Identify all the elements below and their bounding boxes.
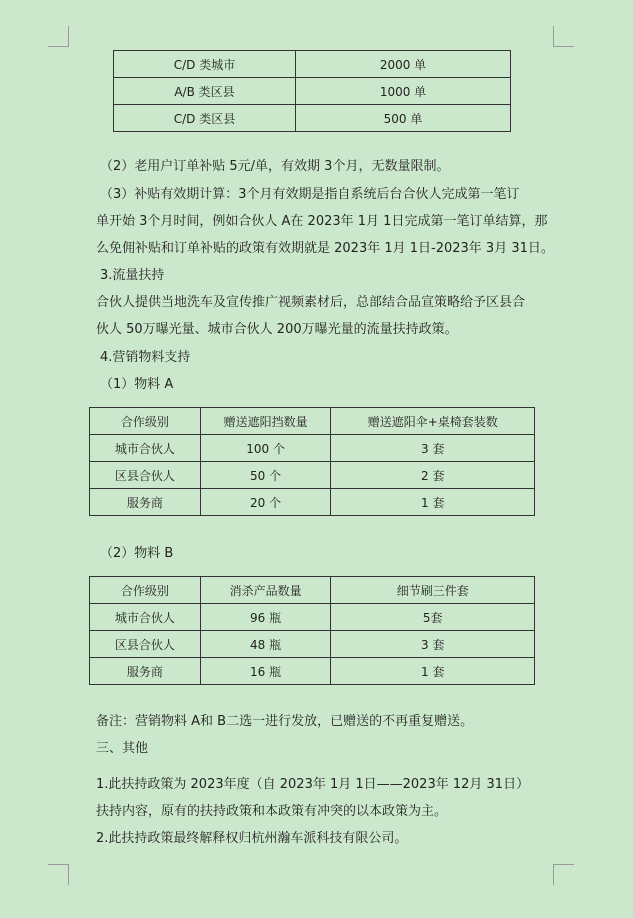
table-header-cell: 细节刷三件套 xyxy=(331,577,535,604)
table-row xyxy=(90,631,535,658)
paragraph-other-1-line-1: 1.此扶持政策为 2023年度（自 2023年 1月 1日——2023年 12月 31日） xyxy=(96,777,530,792)
table-header-cell: 赠送遮阳伞+桌椅套装数 xyxy=(331,408,535,435)
table-cell: 3 套 xyxy=(331,631,535,658)
table-cell: 100 个 xyxy=(200,435,331,462)
page-corner-mark-bottom-left xyxy=(48,864,69,885)
table-cell: 1 套 xyxy=(331,658,535,685)
table-cell: 城市合伙人 xyxy=(90,435,201,462)
table-cell: 5套 xyxy=(331,604,535,631)
table-cell: C/D 类区县 xyxy=(114,105,296,132)
table-cell: 城市合伙人 xyxy=(90,604,201,631)
table-cell: 48 瓶 xyxy=(200,631,331,658)
table-row xyxy=(90,604,535,631)
table-cell: A/B 类区县 xyxy=(114,78,296,105)
table-row xyxy=(114,78,511,105)
paragraph-validity-line-1: （3）补贴有效期计算：3个月有效期是指自系统后台合伙人完成第一笔订 xyxy=(100,187,520,202)
table-cell: C/D 类城市 xyxy=(114,51,296,78)
table-row xyxy=(114,105,511,132)
table-cell: 50 个 xyxy=(200,462,331,489)
table-header-row xyxy=(90,577,535,604)
table-cell: 2 套 xyxy=(331,462,535,489)
paragraph-other-2: 2.此扶持政策最终解释权归杭州瀚车派科技有限公司。 xyxy=(96,831,408,846)
paragraph-traffic-line-2: 伙人 50万曝光量、城市合伙人 200万曝光量的流量扶持政策。 xyxy=(96,322,458,337)
table-row xyxy=(90,435,535,462)
table-cell: 96 瓶 xyxy=(200,604,331,631)
paragraph-old-user-subsidy: （2）老用户订单补贴 5元/单，有效期 3个月，无数量限制。 xyxy=(100,159,450,174)
table-cell: 16 瓶 xyxy=(200,658,331,685)
table-cell: 区县合伙人 xyxy=(90,631,201,658)
section-heading-marketing-materials: 4.营销物料支持 xyxy=(100,350,191,365)
subheading-material-a: （1）物料 A xyxy=(100,377,174,392)
section-heading-other: 三、其他 xyxy=(96,741,149,756)
paragraph-validity-line-2: 单开始 3个月时间，例如合伙人 A在 2023年 1月 1日完成第一笔订单结算，那 xyxy=(96,214,548,229)
table-header-cell: 合作级别 xyxy=(90,577,201,604)
table-cell: 20 个 xyxy=(200,489,331,516)
table-cell: 3 套 xyxy=(331,435,535,462)
paragraph-other-1-line-2: 扶持内容，原有的扶持政策和本政策有冲突的以本政策为主。 xyxy=(96,804,448,819)
table-header-cell: 赠送遮阳挡数量 xyxy=(200,408,331,435)
table-row xyxy=(90,462,535,489)
table-cell: 区县合伙人 xyxy=(90,462,201,489)
table-cell: 500 单 xyxy=(296,105,511,132)
table-header-cell: 消杀产品数量 xyxy=(200,577,331,604)
page-corner-mark-top-left xyxy=(48,26,69,47)
order-quota-table xyxy=(113,50,511,132)
page-corner-mark-bottom-right xyxy=(553,864,574,885)
table-cell: 1000 单 xyxy=(296,78,511,105)
table-cell: 服务商 xyxy=(90,658,201,685)
table-header-row xyxy=(90,408,535,435)
section-heading-traffic-support: 3.流量扶持 xyxy=(100,268,165,283)
table-row xyxy=(114,51,511,78)
subheading-material-b: （2）物料 B xyxy=(100,546,174,561)
paragraph-note: 备注：营销物料 A和 B二选一进行发放，已赠送的不再重复赠送。 xyxy=(96,714,474,729)
material-a-table xyxy=(89,407,535,516)
paragraph-validity-line-3: 么免佣补贴和订单补贴的政策有效期就是 2023年 1月 1日-2023年 3月 31日。 xyxy=(96,241,554,256)
table-row xyxy=(90,489,535,516)
table-cell: 2000 单 xyxy=(296,51,511,78)
paragraph-traffic-line-1: 合伙人提供当地洗车及宣传推广视频素材后，总部结合品宣策略给予区县合 xyxy=(96,295,526,310)
table-cell: 服务商 xyxy=(90,489,201,516)
table-cell: 1 套 xyxy=(331,489,535,516)
table-row xyxy=(90,658,535,685)
table-header-cell: 合作级别 xyxy=(90,408,201,435)
page-corner-mark-top-right xyxy=(553,26,574,47)
material-b-table xyxy=(89,576,535,685)
